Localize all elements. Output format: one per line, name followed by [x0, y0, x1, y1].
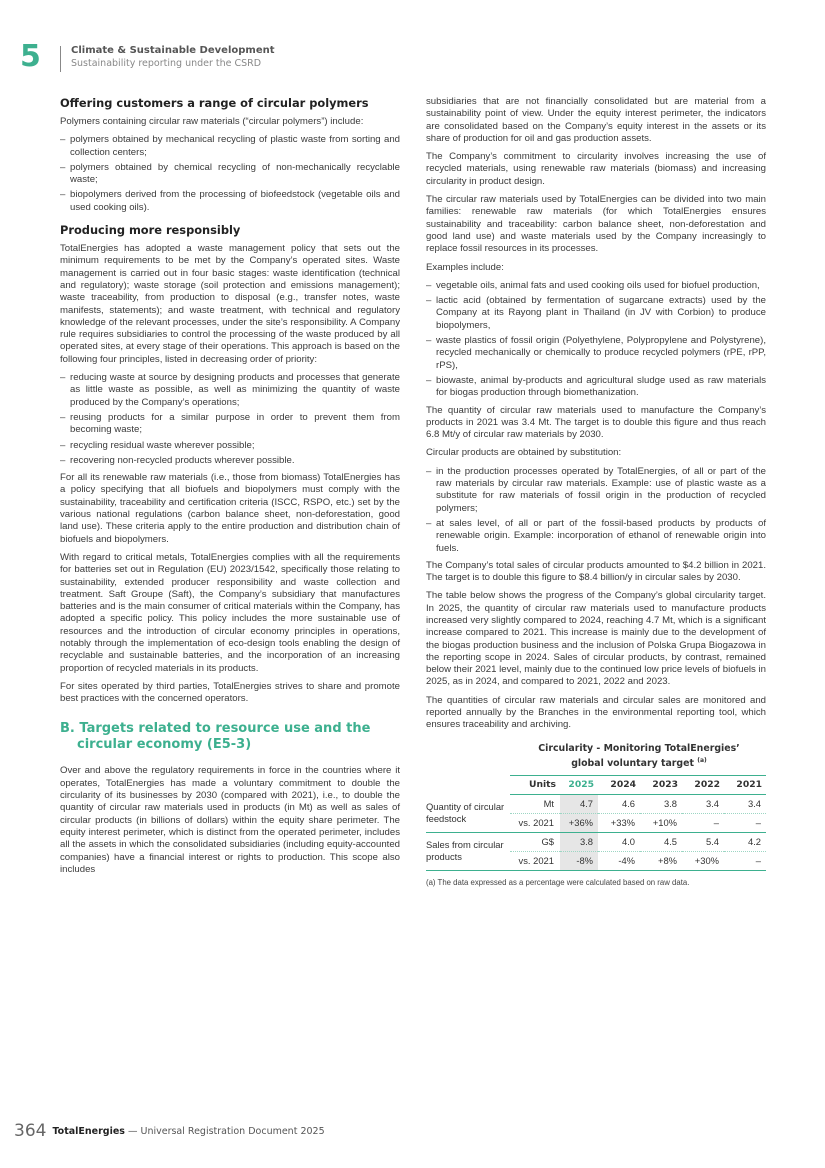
table-cell: 4.0	[598, 832, 640, 851]
list-item: – recycling residual waste wherever possible;	[60, 439, 255, 451]
dash-icon: –	[426, 335, 432, 347]
paragraph: For all its renewable raw materials (i.e., those from biomass) TotalEnergies has a policy specifying that all biofuels and biopolymers must comply with the sustainability, traceability and certification criteria (ISCC, RSPO, etc.) set by the various national regulations (carbon balance sheet, non-deforestation, good land use). These criteria apply to the entire production and distribution chain of biofuels and biopolymers.	[60, 472, 400, 545]
paragraph: Polymers containing circular raw materials (“circular polymers”) include:	[60, 116, 364, 127]
dash-icon: –	[426, 517, 432, 529]
table-cell: 3.4	[682, 794, 724, 813]
row-label: Quantity of circular feedstock	[426, 794, 510, 832]
list-item: – reusing products for a similar purpose in order to prevent them from becoming waste;	[60, 411, 400, 436]
footer-company: TotalEnergies	[52, 1125, 125, 1137]
page-footer	[14, 1121, 325, 1141]
paragraph: Circular products are obtained by substitution:	[426, 447, 622, 459]
paragraph: Over and above the regulatory requirements in force in the countries where it operates, TotalEnergies has made a voluntary commitment to double the circularity of its businesses by 2030 (compared with 2021), i.e., to double the quantity of circular raw materials used in products (in Mt) as well as sales of circular products (in billions of dollars) within the equity share perimeter. The equity interest perimeter, which is distinct from the operated perimeter, includes all the assets in which the consolidated subsidiaries (including equity-accounted companies) have a financial interest or rights to production. This scope also includes	[60, 765, 400, 875]
table-cell: +30%	[682, 851, 724, 870]
paragraph: The Company’s total sales of circular products amounted to $4.2 billion in 2021. The target is to double this figure to $8.4 billion/y in circular sales by 2030.	[426, 559, 766, 584]
paragraph: The circular raw materials used by TotalEnergies can be divided into two main families: renewable raw materials (for which TotalEnergies ensures sustainability and traceability: carbon balance sheet, non-deforestation and good land use) and waste materials used by the Company increasingly to replace fossil resources in its processes.	[426, 194, 766, 255]
list-item: – waste plastics of fossil origin (Polyethylene, Polypropylene and Polystyrene), recycled mechanically or chemically to produce recycled polymers (rPE, rPP, rPS),	[426, 335, 766, 371]
dash-icon: –	[60, 411, 66, 423]
table-cell: vs. 2021	[510, 813, 560, 832]
dash-icon: –	[426, 374, 432, 386]
paragraph: Examples include:	[426, 261, 504, 273]
dash-icon: –	[60, 189, 66, 201]
dash-icon: –	[60, 439, 66, 451]
paragraph: subsidiaries that are not financially consolidated but are material from a sustainability point of view. Under the equity interest perimeter, the indicators are consolidated based on the Company’s equity interest in the assets or its share of production for oil and gas production assets.	[426, 96, 766, 144]
table-cell: vs. 2021	[510, 851, 560, 870]
chapter-title: Climate & Sustainable Development	[71, 45, 275, 56]
table-title: Circularity - Monitoring TotalEnergies’ global voluntary target $^{(a)}$	[538, 742, 740, 770]
dash-icon: –	[426, 465, 432, 477]
footer-text	[52, 1126, 324, 1137]
heading-targets: B. Targets related to resource use and the circular economy (E5-3)	[60, 721, 371, 753]
dash-icon: –	[60, 134, 66, 146]
paragraph: With regard to critical metals, TotalEnergies complies with all the requirements for batteries set out in Regulation (EU) 2023/1542, specifically those relating to sustainability, extended producer responsibility and waste collection and treatment. Saft Groupe (Saft), the Company’s subsidiary that manufactures batteries and is the main consumer of critical materials within the Company, has adopted a specific policy. This policy includes the more sustainable use of resources and the introduction of circular economy principles in operations, notably through the implementation of eco-design tools enabling the design of recyclable and sustainable batteries, and the incorporation of an increasing proportion of recycled materials in its products.	[60, 551, 400, 674]
list-item: – biopolymers derived from the processing of biofeedstock (vegetable oils and used cooking oils).	[60, 189, 400, 213]
table-title-note: (a)	[697, 757, 707, 765]
list-item: – recovering non-recycled products wherever possible.	[60, 454, 295, 466]
table-cell: G$	[510, 832, 560, 851]
column-header: 2024	[598, 775, 640, 794]
footer-document: — Universal Registration Document 2025	[124, 1125, 325, 1137]
list-item: – polymers obtained by mechanical recycling of plastic waste from sorting and collection centers;	[60, 134, 400, 158]
table-cell: -8%	[560, 851, 598, 870]
left-column	[60, 96, 400, 882]
table-cell: –	[682, 813, 724, 832]
example-list	[426, 280, 766, 400]
heading-producing: Producing more responsibly	[60, 223, 241, 238]
paragraph: The quantities of circular raw materials and circular sales are monitored and reported annually by the Branches in the environmental reporting tool, which ensures traceability and archiving.	[426, 694, 766, 731]
table-cell: –	[724, 851, 766, 870]
circularity-table-block	[426, 743, 766, 889]
table-row	[426, 832, 766, 851]
substitution-list	[426, 466, 766, 555]
table-cell: 4.5	[640, 832, 682, 851]
table-cell: 3.4	[724, 794, 766, 813]
dash-icon: –	[60, 454, 66, 466]
table-cell: –	[724, 813, 766, 832]
table-row	[426, 794, 766, 813]
circularity-table	[426, 775, 766, 871]
paragraph: For sites operated by third parties, TotalEnergies strives to share and promote best practices with the concerned operators.	[60, 680, 400, 705]
column-header: 2025	[560, 775, 598, 794]
page-number: 364	[14, 1121, 47, 1141]
dash-icon: –	[426, 295, 432, 307]
chapter-number: 5	[20, 39, 41, 74]
right-column	[426, 96, 766, 889]
table-footnote: (a) The data expressed as a percentage were calculated based on raw data.	[426, 877, 690, 887]
table-cell: +36%	[560, 813, 598, 832]
table-cell: 4.7	[560, 794, 598, 813]
table-cell: +10%	[640, 813, 682, 832]
table-cell: +8%	[640, 851, 682, 870]
dash-icon: –	[60, 372, 66, 384]
row-label: Sales from circular products	[426, 832, 510, 870]
table-cell: +33%	[598, 813, 640, 832]
list-item: – reducing waste at source by designing products and processes that generate as little waste as possible, as well as minimizing the quantity of waste produced by the Company’s operations;	[60, 372, 400, 408]
header-divider	[60, 46, 61, 72]
table-cell: Mt	[510, 794, 560, 813]
list-item: – at sales level, of all or part of the fossil-based products by products of renewable origin. Example: incorporation of ethanol of renewable origin into fuels.	[426, 517, 766, 554]
column-header: 2023	[640, 775, 682, 794]
polymer-list	[60, 134, 400, 214]
column-header: 2022	[682, 775, 724, 794]
paragraph: The table below shows the progress of the Company’s global circularity target. In 2025, the quantity of circular raw materials used to manufacture products increased very slightly compared to 2024, reaching 4.7 Mt, which is a significant increase compared to 2021. This increase is mainly due to the development of the biogas production business and the inclusion of Polska Grupa Biogazowa in the reporting scope in 2024. Sales of circular products, by contrast, remained below their 2021 level, mainly due to the continued low price levels of biofuels in 2025, as in 2024, and compared to 2021, 2022 and 2023.	[426, 590, 766, 688]
column-header: 2021	[724, 775, 766, 794]
dash-icon: –	[426, 279, 432, 291]
table-cell: 3.8	[560, 832, 598, 851]
chapter-subtitle: Sustainability reporting under the CSRD	[71, 58, 262, 69]
table-cell: 4.2	[724, 832, 766, 851]
paragraph: The quantity of circular raw materials used to manufacture the Company’s products in 2021 was 3.4 Mt. The target is to double this figure and thus reach 6.8 Mt/y of circular raw materials by 2030.	[426, 404, 766, 441]
table-cell: -4%	[598, 851, 640, 870]
principle-list	[60, 372, 400, 467]
paragraph: The Company’s commitment to circularity involves increasing the use of recycled materials, using renewable raw materials (biomass) and increasing circularity in product design.	[426, 151, 766, 187]
heading-offering: Offering customers a range of circular polymers	[60, 96, 369, 110]
list-item: – vegetable oils, animal fats and used cooking oils used for biofuel production,	[426, 279, 760, 291]
table-cell: 4.6	[598, 794, 640, 813]
list-item: – biowaste, animal by-products and agricultural sludge used as raw materials for biogas production through biomethanization.	[426, 374, 766, 399]
table-cell: 3.8	[640, 794, 682, 813]
paragraph: TotalEnergies has adopted a waste management policy that sets out the minimum requirements to be met by the Company’s operated sites. Waste management is carried out in four basic stages: waste identification (technical and regulatory); waste storage (soil protection and emissions management); waste traceability, from production to disposal (e.g., transfer notes, waste manifests, statements); and waste treatment, with technical and regulatory knowledge of the relevant processes, under the site’s responsibility. A Company rule requires subsidiaries to control the processing of the waste produced by all operated sites, at every stage of their operations. This approach is based on the following four principles, listed in decreasing order of priority:	[60, 243, 400, 365]
table-header-row	[426, 775, 766, 794]
list-item: – in the production processes operated by TotalEnergies, of all or part of the raw materials by circular raw materials. Example: use of plastic waste as a substitute for raw materials of fossil origin in the production of recycled polymers;	[426, 465, 766, 514]
list-item: – polymers obtained by chemical recycling of non-mechanically recyclable waste;	[60, 161, 400, 186]
list-item: – lactic acid (obtained by fermentation of sugarcane extracts) used by the Company at its Rayong plant in Thailand (in JV with Corbion) to produce biopolymers,	[426, 295, 766, 331]
table-cell: 5.4	[682, 832, 724, 851]
dash-icon: –	[60, 161, 66, 173]
column-header: Units	[510, 775, 560, 794]
